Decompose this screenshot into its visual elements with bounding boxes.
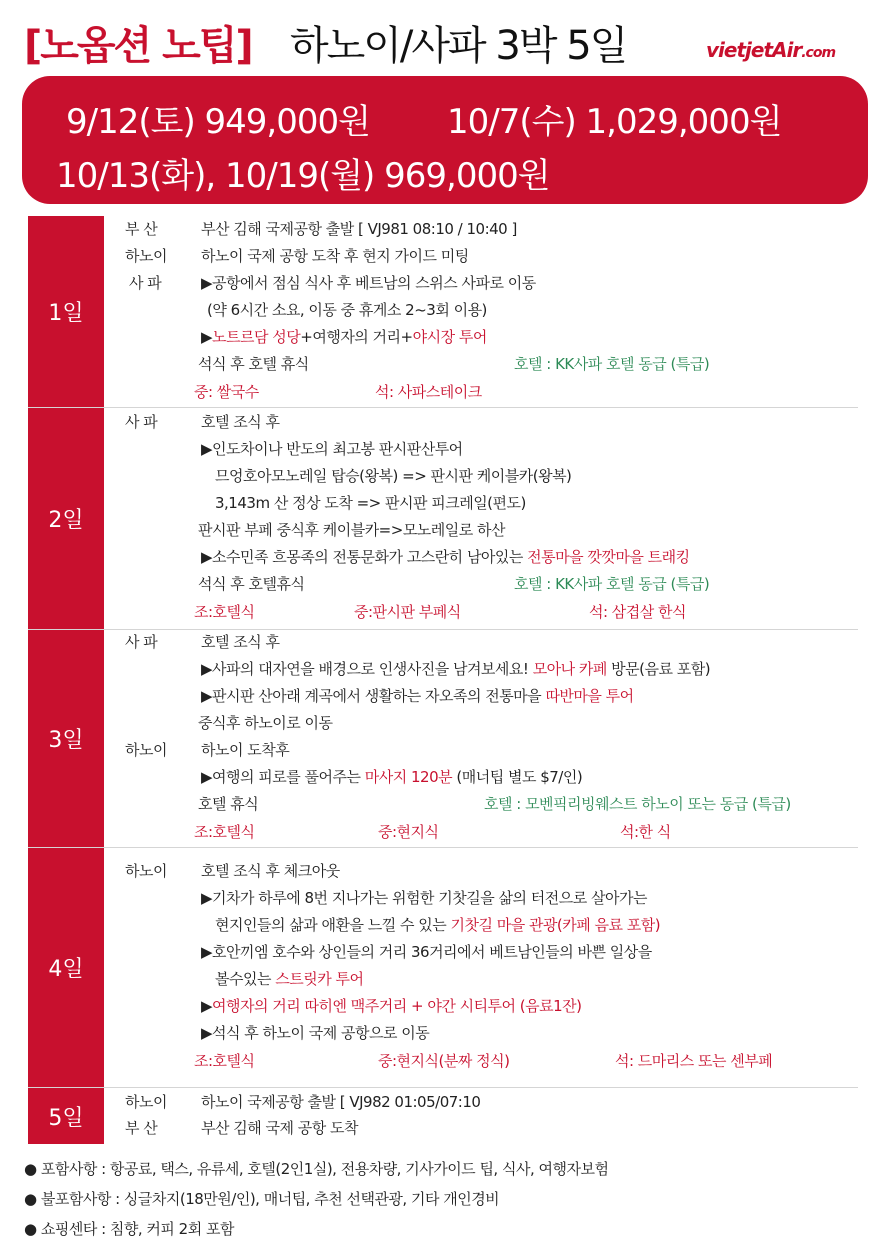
meal-lunch: 중:현지식 xyxy=(378,823,439,841)
meal-breakfast: 조:호텔식 xyxy=(194,823,255,841)
itinerary-line: 석식 후 호텔 휴식 xyxy=(198,355,309,373)
day-3-section xyxy=(28,630,858,848)
highlight-text: 따반마을 투어 xyxy=(545,687,634,705)
price-line-2: 10/13(화), 10/19(월) 969,000원 xyxy=(56,156,550,196)
itinerary-line: 호텔 조식 후 체크아웃 xyxy=(201,862,340,880)
plain-text: 방문(음료 포함) xyxy=(606,660,711,678)
day-2-section xyxy=(28,408,858,630)
location-label: 부 산 xyxy=(125,1119,158,1137)
itinerary-line: 석식 후 호텔휴식 xyxy=(198,575,305,593)
itinerary-line xyxy=(215,969,363,989)
bullet: ▶ xyxy=(201,328,213,346)
day-4-section xyxy=(28,848,858,1088)
itinerary-line: 하노이 국제공항 출발 [ VJ982 01:05/07:10 xyxy=(201,1093,481,1111)
excluded-items: ● 불포함사항 : 싱글차지(18만원/인), 매너팁, 추천 선택관광, 기타 개인경비 xyxy=(24,1190,500,1208)
location-label: 하노이 xyxy=(125,741,167,759)
day-1-section xyxy=(28,216,858,408)
day-5-label: 5일 xyxy=(28,1088,104,1144)
itinerary-line xyxy=(215,915,660,935)
day-5-section xyxy=(28,1088,858,1144)
itinerary-line: (약 6시간 소요, 이동 중 휴게소 2~3회 이용) xyxy=(207,301,487,319)
itinerary-line xyxy=(201,996,582,1016)
itinerary-line xyxy=(201,659,710,679)
price-box xyxy=(22,76,868,204)
plain-text: (매너팁 별도 $7/인) xyxy=(452,768,583,786)
location-label: 하노이 xyxy=(125,862,167,880)
itinerary-line: 부산 김해 국제 공항 도착 xyxy=(201,1119,358,1137)
itinerary-line: ▶기차가 하루에 8번 지나가는 위험한 기찻길을 삶의 터전으로 살아가는 xyxy=(201,889,647,907)
location-label: 부 산 xyxy=(125,220,158,238)
logo-main: vietjetAir xyxy=(706,38,802,62)
meal-breakfast: 조:호텔식 xyxy=(194,1052,255,1070)
itinerary-line xyxy=(201,327,487,347)
itinerary-line: 판시판 부페 중식후 케이블카=>모노레일로 하산 xyxy=(198,521,506,539)
price-line-1b: 10/7(수) 1,029,000원 xyxy=(447,102,782,142)
title-tag: [노옵션 노팁] xyxy=(24,23,252,69)
day-4-label: 4일 xyxy=(28,848,104,1087)
meal-dinner: 석: 드마리스 또는 센부페 xyxy=(615,1052,773,1070)
plain-text: ▶판시판 산아래 계곡에서 생활하는 자오족의 전통마을 xyxy=(201,687,546,705)
itinerary-line xyxy=(201,767,582,787)
plain-text: +여행자의 거리+ xyxy=(300,328,413,346)
vietjet-logo xyxy=(706,38,835,62)
meal-dinner: 석: 삼겹살 한식 xyxy=(589,603,687,621)
day-3-label: 3일 xyxy=(28,630,104,847)
plain-text: ▶사파의 대자연을 배경으로 인생사진을 남겨보세요! xyxy=(201,660,533,678)
hotel-info: 호텔 : 모벤픽리빙웨스트 하노이 또는 동급 (특급) xyxy=(484,795,791,813)
shopping-info: ● 쇼핑센타 : 침향, 커피 2회 포함 xyxy=(24,1220,234,1238)
itinerary-line: 중식후 하노이로 이동 xyxy=(198,714,333,732)
bullet: ▶ xyxy=(201,997,213,1015)
highlight-text: 전통마을 깟깟마을 트래킹 xyxy=(527,548,690,566)
itinerary-line xyxy=(201,686,634,706)
meal-lunch: 중:판시판 부페식 xyxy=(354,603,461,621)
itinerary-line: 므엉호아모노레일 탑승(왕복) => 판시판 케이블카(왕복) xyxy=(215,467,572,485)
itinerary-line: ▶호안끼엠 호수와 상인들의 거리 36거리에서 베트남인들의 바쁜 일상을 xyxy=(201,943,652,961)
itinerary-line: ▶인도차이나 반도의 최고봉 판시판산투어 xyxy=(201,440,463,458)
highlight-text: 기찻길 마을 관광(카페 음료 포함) xyxy=(450,916,661,934)
itinerary-line: 3,143m 산 정상 도착 => 판시판 피크레일(편도) xyxy=(215,494,526,512)
header xyxy=(0,0,891,80)
itinerary-line: 호텔 휴식 xyxy=(198,795,259,813)
location-label: 하노이 xyxy=(125,1093,167,1111)
highlight-text: 야시장 투어 xyxy=(412,328,487,346)
meal-lunch: 중: 쌀국수 xyxy=(194,383,259,401)
itinerary-line: 호텔 조식 후 xyxy=(201,413,280,431)
itinerary-line: 하노이 도착후 xyxy=(201,741,290,759)
highlight-text: 노트르담 성당 xyxy=(212,328,301,346)
meal-lunch: 중:현지식(분짜 정식) xyxy=(378,1052,510,1070)
location-label: 사 파 xyxy=(129,274,162,292)
day-2-label: 2일 xyxy=(28,408,104,629)
meal-dinner: 석: 사파스테이크 xyxy=(375,383,482,401)
meal-breakfast: 조:호텔식 xyxy=(194,603,255,621)
included-items: ● 포함사항 : 항공료, 택스, 유류세, 호텔(2인1실), 전용차량, 기사가이드 팁, 식사, 여행자보험 xyxy=(24,1160,609,1178)
location-label: 사 파 xyxy=(125,633,158,651)
plain-text: ▶소수민족 흐몽족의 전통문화가 고스란히 남아있는 xyxy=(201,548,528,566)
day-1-label: 1일 xyxy=(28,216,104,407)
location-label: 하노이 xyxy=(125,247,167,265)
itinerary-line: ▶석식 후 하노이 국제 공항으로 이동 xyxy=(201,1024,430,1042)
itinerary-line: 부산 김해 국제공항 출발 [ VJ981 08:10 / 10:40 ] xyxy=(201,220,517,238)
plain-text: 볼수있는 xyxy=(215,970,276,988)
page-title: 하노이/사파 3박 5일 xyxy=(290,23,627,69)
itinerary-line: 하노이 국제 공항 도착 후 현지 가이드 미팅 xyxy=(201,247,469,265)
highlight-text: 모아나 카페 xyxy=(532,660,607,678)
hotel-info: 호텔 : KK사파 호텔 동급 (특급) xyxy=(514,575,710,593)
location-label: 사 파 xyxy=(125,413,158,431)
hotel-info: 호텔 : KK사파 호텔 동급 (특급) xyxy=(514,355,710,373)
highlight-text: 여행자의 거리 따히엔 맥주거리 + 야간 시티투어 (음료1잔) xyxy=(212,997,582,1015)
plain-text: 현지인들의 삶과 애환을 느낄 수 있는 xyxy=(215,916,451,934)
plain-text: ▶여행의 피로를 풀어주는 xyxy=(201,768,365,786)
meal-dinner: 석:한 식 xyxy=(620,823,671,841)
price-line-1a: 9/12(토) 949,000원 xyxy=(66,102,370,142)
logo-suffix: .com xyxy=(801,45,836,61)
highlight-text: 마사지 120분 xyxy=(364,768,453,786)
itinerary-line: 호텔 조식 후 xyxy=(201,633,280,651)
itinerary-line xyxy=(201,547,690,567)
itinerary-line: ▶공항에서 점심 식사 후 베트남의 스위스 사파로 이동 xyxy=(201,274,536,292)
highlight-text: 스트릿카 투어 xyxy=(275,970,364,988)
